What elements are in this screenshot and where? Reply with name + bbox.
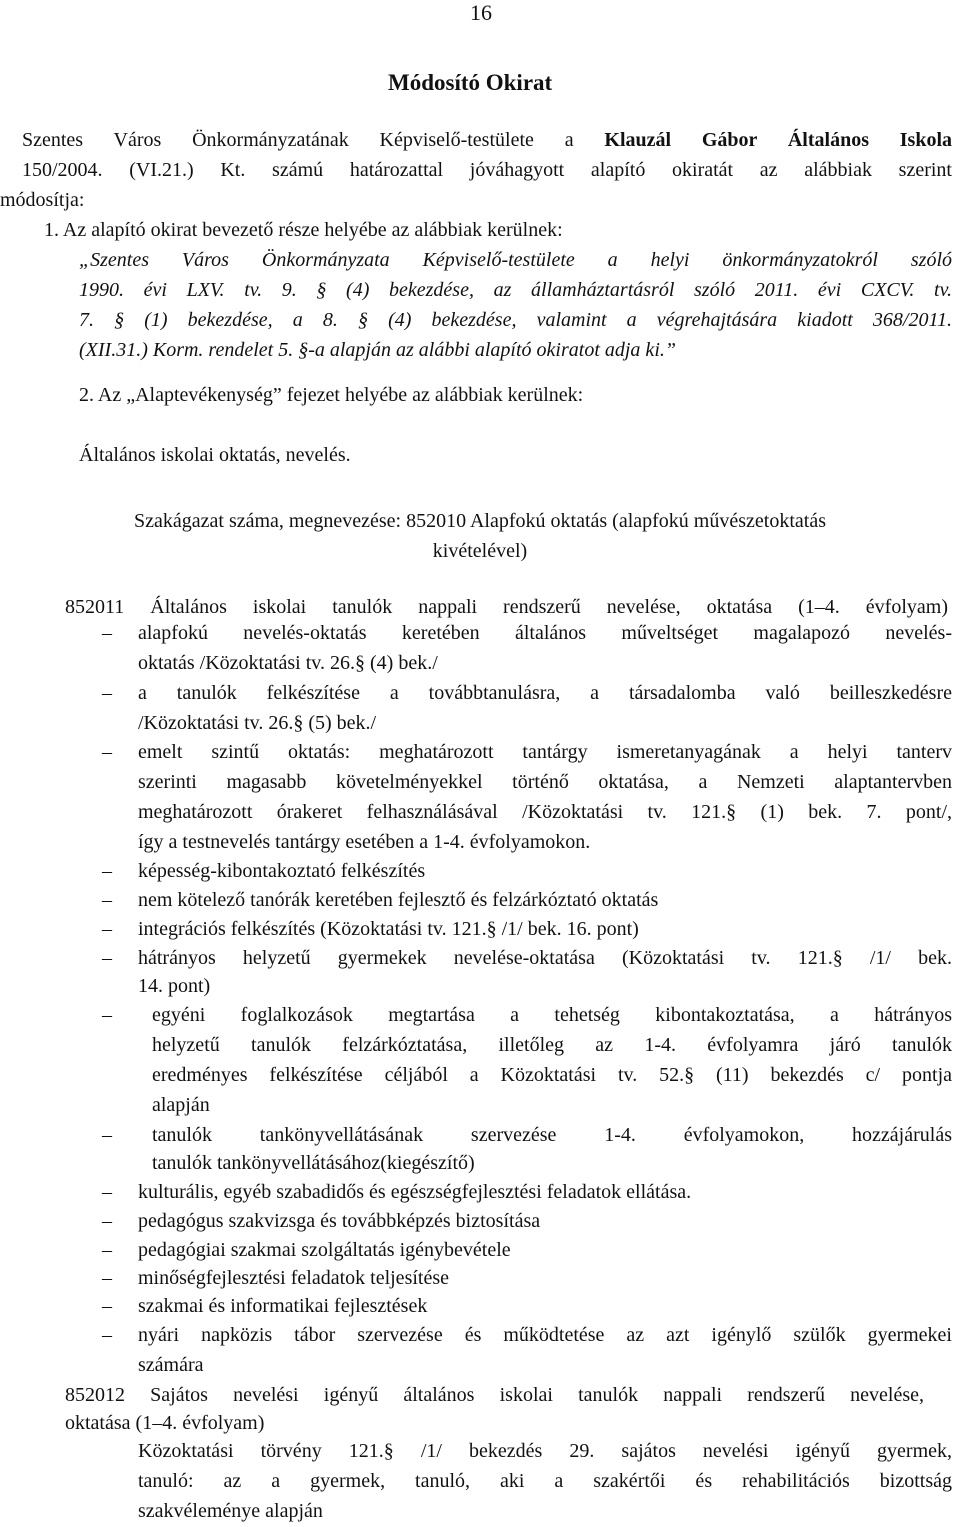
bullet-item-line: integrációs felkészítés (Közoktatási tv. 121.§ /1/ bek. 16. pont)	[138, 918, 639, 940]
bullet-item-line: meghatározott órakeret felhasználásával /Közoktatási tv. 121.§ (1) bek. 7. pont/,	[138, 801, 952, 823]
bullet-item-line: kulturális, egyéb szabadidős és egészségfejlesztési feladatok ellátása.	[138, 1181, 692, 1203]
szakagazat-line-1: Szakágazat száma, megnevezése: 852010 Alapfokú oktatás (alapfokú művészetoktatás	[134, 510, 826, 532]
intro-text: Szentes Város Önkormányzatának Képviselő-testülete a	[22, 129, 574, 151]
bullet-item-line: a tanulók felkészítése a továbbtanulásra, a társadalomba való beilleszkedésre	[138, 682, 952, 704]
bullet-item-line: nem kötelező tanórák keretében fejlesztő és felzárkóztató oktatás	[138, 889, 659, 911]
bullet-dash: –	[102, 682, 112, 704]
szakagazat-line-2: kivételével)	[432, 540, 528, 562]
bullet-item-line: 14. pont)	[138, 975, 211, 997]
bullet-dash: –	[102, 947, 112, 969]
bullet-item-line: szakmai és informatikai fejlesztések	[138, 1295, 428, 1317]
bullet-item-line: számára	[138, 1354, 204, 1376]
bullet-dash: –	[102, 860, 112, 882]
bullet-dash: –	[102, 1181, 112, 1203]
bullet-item-line: tanulók tankönyvellátásának szervezése 1-4. évfolyamokon, hozzájárulás	[152, 1124, 952, 1146]
bullet-item-line: így a testnevelés tantárgy esetében a 1-4. évfolyamokon.	[138, 831, 591, 853]
bullet-item-line: nyári napközis tábor szervezése és működtetése az azt igénylő szülők gyermekei	[138, 1324, 952, 1346]
bullet-item-line: helyzetű tanulók felzárkóztatása, illetőleg az 1-4. évfolyamra járó tanulók	[152, 1034, 952, 1056]
bullet-item-line: emelt szintű oktatás: meghatározott tantárgy ismeretanyagának a helyi tanterv	[138, 741, 952, 763]
bullet-dash: –	[102, 1239, 112, 1261]
bullet-dash: –	[102, 1295, 112, 1317]
bullet-dash: –	[102, 1124, 112, 1146]
bullet-item-line: tanulók tankönyvellátásához(kiegészítő)	[152, 1152, 475, 1174]
item-1-heading: 1. Az alapító okirat bevezető része helyébe az alábbiak kerülnek:	[44, 219, 563, 241]
school-name: Klauzál Gábor Általános Iskola	[604, 129, 953, 151]
bullet-item-line: hátrányos helyzetű gyermekek nevelése-oktatása (Közoktatási tv. 121.§ /1/ bek.	[138, 947, 952, 969]
bullet-dash: –	[102, 918, 112, 940]
item-1-quote-line: „Szentes Város Önkormányzata Képviselő-testülete a helyi önkormányzatokról szóló	[79, 249, 952, 271]
intro-line-3: módosítja:	[0, 189, 85, 211]
bullet-item-line: pedagógiai szakmai szolgáltatás igénybevétele	[138, 1239, 511, 1261]
bullet-item-line: alapfokú nevelés-oktatás keretében általános műveltséget magalapozó nevelés-	[138, 622, 952, 644]
bullet-dash: –	[102, 889, 112, 911]
section-852012-body-line: szakvéleménye alapján	[138, 1500, 323, 1522]
item-1-quote-line: (XII.31.) Korm. rendelet 5. §-a alapján az alábbi alapító okiratot adja ki.”	[79, 339, 676, 361]
bullet-dash: –	[102, 741, 112, 763]
bullet-dash: –	[102, 1324, 112, 1346]
intro-line-1	[22, 129, 952, 152]
bullet-item-line: pedagógus szakvizsga és továbbképzés biztosítása	[138, 1210, 541, 1232]
intro-line-2: 150/2004. (VI.21.) Kt. számú határozattal jóváhagyott alapító okiratát az alábbiak szerint	[22, 159, 952, 181]
section-852012-heading-line-1: 852012 Sajátos nevelési igényű általános iskolai tanulók nappali rendszerű nevelése,	[65, 1384, 924, 1406]
item-2-heading: 2. Az „Alaptevékenység” fejezet helyébe az alábbiak kerülnek:	[79, 384, 584, 406]
item-2-subheading: Általános iskolai oktatás, nevelés.	[79, 444, 351, 466]
section-852011-heading: 852011 Általános iskolai tanulók nappali rendszerű nevelése, oktatása (1–4. évfolyam)	[65, 596, 948, 618]
section-852012-heading-line-2: oktatása (1–4. évfolyam)	[65, 1412, 265, 1434]
bullet-dash: –	[102, 1210, 112, 1232]
bullet-item-line: alapján	[152, 1094, 210, 1116]
bullet-item-line: minőségfejlesztési feladatok teljesítése	[138, 1267, 449, 1289]
bullet-item-line: /Közoktatási tv. 26.§ (5) bek./	[138, 712, 377, 734]
page-title: Módosító Okirat	[388, 70, 553, 95]
item-1-quote-line: 1990. évi LXV. tv. 9. § (4) bekezdése, az államháztartásról szóló 2011. évi CXCV. tv.	[79, 279, 952, 301]
bullet-dash: –	[102, 622, 112, 644]
item-1-quote-line: 7. § (1) bekezdése, a 8. § (4) bekezdése, valamint a végrehajtására kiadott 368/2011.	[79, 309, 952, 331]
bullet-item-line: képesség-kibontakoztató felkészítés	[138, 860, 426, 882]
page-number: 16	[470, 0, 492, 25]
section-852012-body-line: Közoktatási törvény 121.§ /1/ bekezdés 29. sajátos nevelési igényű gyermek,	[138, 1440, 952, 1462]
bullet-item-line: egyéni foglalkozások megtartása a tehetség kibontakoztatása, a hátrányos	[152, 1004, 952, 1026]
bullet-dash: –	[102, 1267, 112, 1289]
bullet-item-line: eredményes felkészítése céljából a Közoktatási tv. 52.§ (11) bekezdés c/ pontja	[152, 1064, 952, 1086]
bullet-item-line: szerinti magasabb követelményekkel történő oktatása, a Nemzeti alaptantervben	[138, 771, 952, 793]
bullet-dash: –	[102, 1004, 112, 1026]
section-852012-body-line: tanuló: az a gyermek, tanuló, aki a szakértői és rehabilitációs bizottság	[138, 1470, 952, 1492]
bullet-item-line: oktatás /Közoktatási tv. 26.§ (4) bek./	[138, 652, 438, 674]
